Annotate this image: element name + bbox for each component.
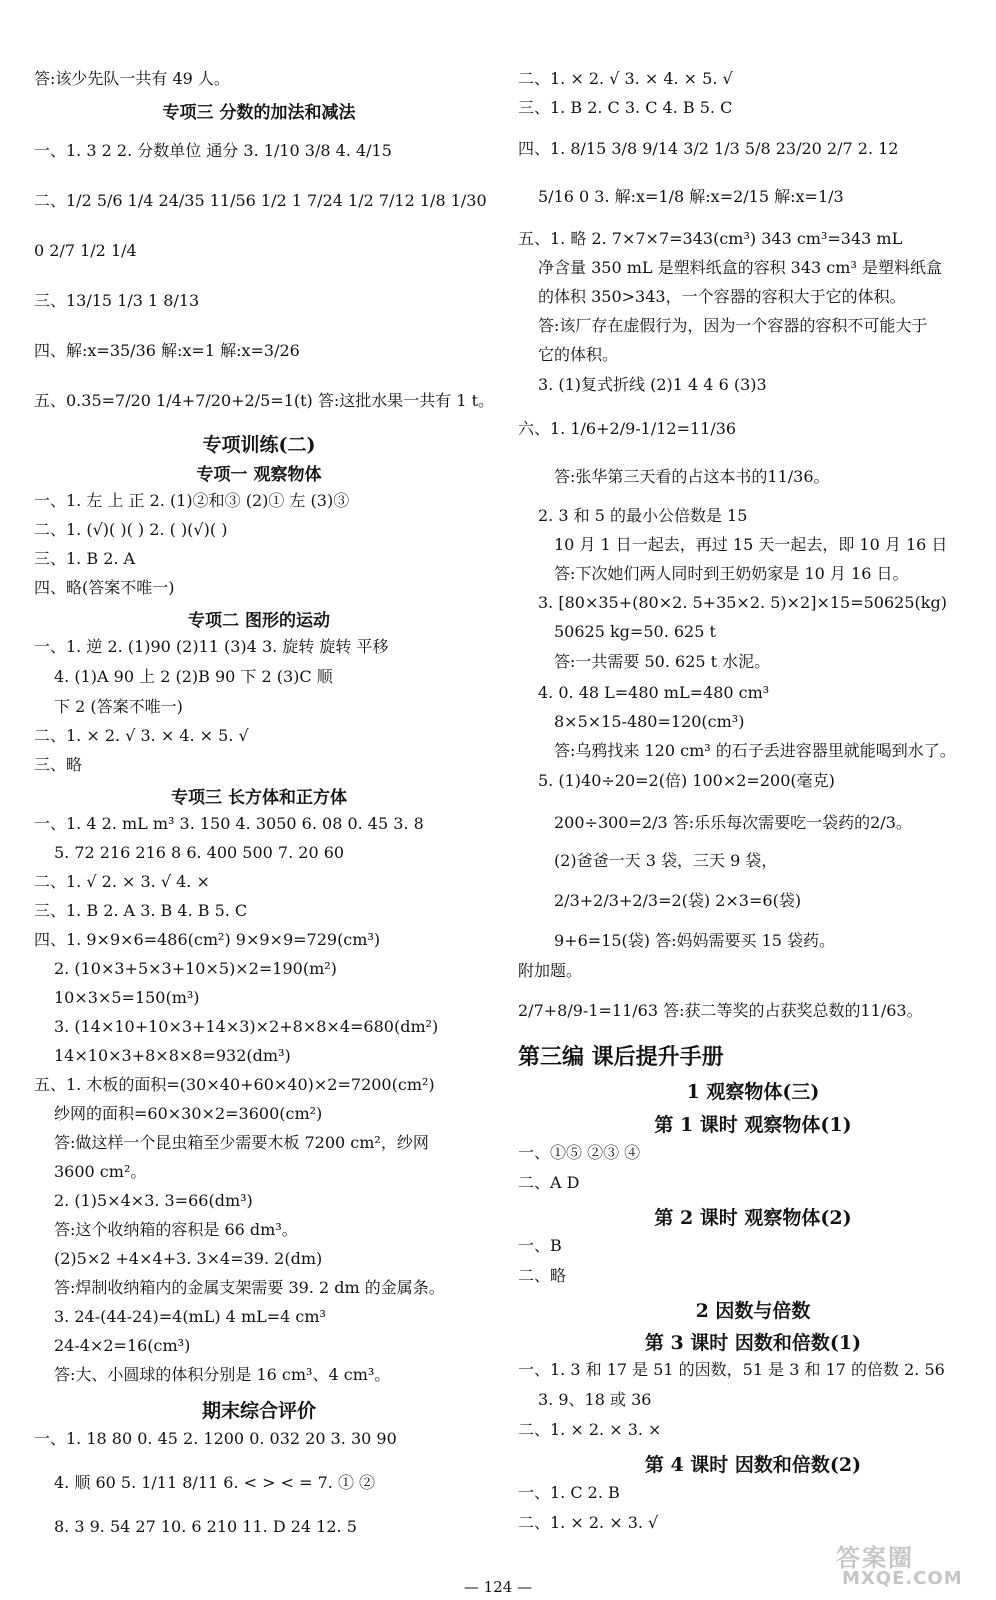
- watermark-text: 答案圈: [836, 1544, 914, 1572]
- answer-line: 200÷300=2/3 答:乐乐每次需要吃一袋药的2/3。: [554, 813, 912, 832]
- answer-line: 的体积 350>343，一个容器的容积大于它的体积。: [538, 287, 906, 306]
- answer-line: 一、①⑤ ②③ ④: [518, 1143, 641, 1162]
- answer-line: 24-4×2=16(cm³): [54, 1336, 191, 1355]
- answer-line: (2)爸爸一天 3 袋，三天 9 袋，: [554, 851, 778, 870]
- answer-line: 2. (1)5×4×3. 3=66(dm³): [54, 1191, 253, 1210]
- watermark-logo: [826, 1538, 991, 1594]
- answer-line: 一、1. 3 2 2. 分数单位 通分 3. 1/10 3/8 4. 4/15: [34, 141, 392, 160]
- lesson-heading: 第 4 课时 因数和倍数(2): [644, 1454, 862, 1476]
- answer-line: 4. 0. 48 L=480 mL=480 cm³: [538, 683, 770, 702]
- answer-line: (2)5×2 +4×4+3. 3×4=39. 2(dm): [54, 1249, 323, 1268]
- answer-line: 4. (1)A 90 上 2 (2)B 90 下 2 (3)C 顺: [54, 667, 333, 686]
- answer-line: 3600 cm²。: [54, 1162, 147, 1181]
- answer-line: 六、1. 1/6+2/9-1/12=11/36: [518, 419, 737, 438]
- answer-line: 答:做这样一个昆虫箱至少需要木板 7200 cm²，纱网: [54, 1133, 429, 1152]
- answer-line: 一、1. 3 和 17 是 51 的因数，51 是 3 和 17 的倍数 2. 56: [518, 1360, 945, 1379]
- answer-line: 二、1. × 2. √ 3. × 4. × 5. √: [34, 726, 249, 745]
- answer-line: 答:下次她们两人同时到王奶奶家是 10 月 16 日。: [554, 564, 909, 583]
- answer-line: 2/7+8/9-1=11/63 答:获二等奖的占获奖总数的11/63。: [518, 1001, 923, 1020]
- answer-line: 8×5×15-480=120(cm³): [554, 712, 745, 731]
- answer-line: 5/16 0 3. 解:x=1/8 解:x=2/15 解:x=1/3: [538, 187, 844, 206]
- answer-line: 三、1. B 2. A 3. B 4. B 5. C: [34, 901, 248, 920]
- answer-line: 一、1. 18 80 0. 45 2. 1200 0. 032 20 3. 30 90: [34, 1429, 397, 1448]
- answer-line: 二、A D: [518, 1173, 580, 1192]
- section-heading: 专项训练(二): [202, 434, 316, 456]
- answer-line: 答:一共需要 50. 625 t 水泥。: [554, 652, 771, 671]
- answer-line: 14×10×3+8×8×8=932(dm³): [54, 1046, 291, 1065]
- answer-line: 三、略: [34, 755, 83, 774]
- answer-line: 一、1. 逆 2. (1)90 (2)11 (3)4 3. 旋转 旋转 平移: [34, 637, 389, 656]
- answer-line: 答:张华第三天看的占这本书的11/36。: [554, 467, 830, 486]
- section-heading: 专项一 观察物体: [196, 465, 322, 485]
- answer-line: 50625 kg=50. 625 t: [554, 622, 716, 641]
- answer-line: 4. 顺 60 5. 1/11 8/11 6. < > < = 7. ① ②: [54, 1473, 376, 1492]
- answer-line: 3. (14×10+10×3+14×3)×2+8×8×4=680(dm²): [54, 1017, 439, 1036]
- answer-line: 二、略: [518, 1266, 567, 1285]
- answer-line: 答:大、小圆球的体积分别是 16 cm³、4 cm³。: [54, 1365, 391, 1384]
- answer-line: 五、0.35=7/20 1/4+7/20+2/5=1(t) 答:这批水果一共有 1 t。: [34, 391, 495, 410]
- answer-line: 一、B: [518, 1236, 562, 1255]
- answer-line: 二、1/2 5/6 1/4 24/35 11/56 1/2 1 7/24 1/2 7/12 1/8 1/30: [34, 191, 487, 210]
- answer-line: 答:该少先队一共有 49 人。: [34, 69, 230, 88]
- answer-line: 三、1. B 2. C 3. C 4. B 5. C: [518, 98, 733, 117]
- answer-line: 5. 72 216 216 8 6. 400 500 7. 20 60: [54, 843, 345, 862]
- section-heading: 专项三 长方体和正方体: [171, 788, 347, 808]
- answer-line: 二、1. × 2. × 3. √: [518, 1513, 659, 1532]
- answer-line: 2/3+2/3+2/3=2(袋) 2×3=6(袋): [554, 891, 802, 910]
- answer-line: 四、1. 9×9×6=486(cm²) 9×9×9=729(cm³): [34, 930, 381, 949]
- answer-line: 五、1. 略 2. 7×7×7=343(cm³) 343 cm³=343 mL: [518, 229, 903, 248]
- answer-line: 答:焊制收纳箱内的金属支架需要 39. 2 dm 的金属条。: [54, 1278, 445, 1297]
- lesson-heading: 第 1 课时 观察物体(1): [654, 1114, 852, 1136]
- part-title: 第三编 课后提升手册: [518, 1045, 724, 1070]
- answer-line: 纱网的面积=60×30×2=3600(cm²): [54, 1104, 323, 1123]
- answer-line: 10 月 1 日一起去，再过 15 天一起去，即 10 月 16 日: [554, 535, 948, 554]
- answer-line: 二、1. (√)( )( ) 2. ( )(√)( ): [34, 520, 228, 539]
- answer-line: 3. [80×35+(80×2. 5+35×2. 5)×2]×15=50625(kg): [538, 593, 947, 612]
- answer-line: 一、1. 左 上 正 2. (1)②和③ (2)① 左 (3)③: [34, 491, 350, 510]
- chapter-heading: 2 因数与倍数: [695, 1300, 811, 1322]
- answer-line: 五、1. 木板的面积=(30×40+60×40)×2=7200(cm²): [34, 1075, 435, 1094]
- chapter-heading: 1 观察物体(三): [686, 1081, 820, 1103]
- answer-line: 二、1. √ 2. × 3. √ 4. ×: [34, 872, 210, 891]
- answer-line: 3. (1)复式折线 (2)1 4 4 6 (3)3: [538, 375, 767, 394]
- section-heading: 专项二 图形的运动: [188, 611, 330, 631]
- answer-line: 3. 24-(44-24)=4(mL) 4 mL=4 cm³: [54, 1307, 326, 1326]
- answer-line: 二、1. × 2. × 3. ×: [518, 1420, 662, 1439]
- answer-line: 9+6=15(袋) 答:妈妈需要买 15 袋药。: [554, 931, 836, 950]
- page-number: — 124 —: [463, 1578, 533, 1596]
- answer-line: 0 2/7 1/2 1/4: [34, 241, 137, 260]
- lesson-heading: 第 2 课时 观察物体(2): [654, 1207, 852, 1229]
- answer-line: 答:乌鸦找来 120 cm³ 的石子丢进容器里就能喝到水了。: [554, 741, 956, 760]
- answer-line: 四、略(答案不唯一): [34, 578, 175, 597]
- answer-line: 三、13/15 1/3 1 8/13: [34, 291, 200, 310]
- answer-line: 四、解:x=35/36 解:x=1 解:x=3/26: [34, 341, 300, 360]
- answer-line: 一、1. 4 2. mL m³ 3. 150 4. 3050 6. 08 0. 45 3. 8: [34, 814, 424, 833]
- lesson-heading: 第 3 课时 因数和倍数(1): [644, 1332, 862, 1354]
- section-heading: 专项三 分数的加法和减法: [162, 103, 356, 123]
- answer-line: 5. (1)40÷20=2(倍) 100×2=200(毫克): [538, 771, 835, 790]
- answer-line: 它的体积。: [538, 345, 619, 364]
- answer-line: 四、1. 8/15 3/8 9/14 3/2 1/3 5/8 23/20 2/7 2. 12: [518, 139, 899, 158]
- watermark-url: MXQE.COM: [842, 1568, 963, 1589]
- answer-line: 2. 3 和 5 的最小公倍数是 15: [538, 506, 748, 525]
- answer-line: 下 2 (答案不唯一): [54, 697, 183, 716]
- section-heading: 期末综合评价: [201, 1400, 316, 1422]
- answer-line: 附加题。: [518, 961, 583, 980]
- answer-line: 2. (10×3+5×3+10×5)×2=190(m²): [54, 959, 337, 978]
- answer-line: 一、1. C 2. B: [518, 1483, 620, 1502]
- answer-line: 三、1. B 2. A: [34, 549, 136, 568]
- answer-line: 二、1. × 2. √ 3. × 4. × 5. √: [518, 69, 733, 88]
- answer-line: 净含量 350 mL 是塑料纸盒的容积 343 cm³ 是塑料纸盒: [538, 258, 942, 277]
- answer-line: 答:该厂存在虚假行为，因为一个容器的容积不可能大于: [538, 316, 928, 335]
- answer-line: 10×3×5=150(m³): [54, 988, 200, 1007]
- answer-line: 8. 3 9. 54 27 10. 6 210 11. D 24 12. 5: [54, 1517, 357, 1536]
- answer-line: 3. 9、18 或 36: [538, 1390, 652, 1409]
- answer-line: 答:这个收纳箱的容积是 66 dm³。: [54, 1220, 298, 1239]
